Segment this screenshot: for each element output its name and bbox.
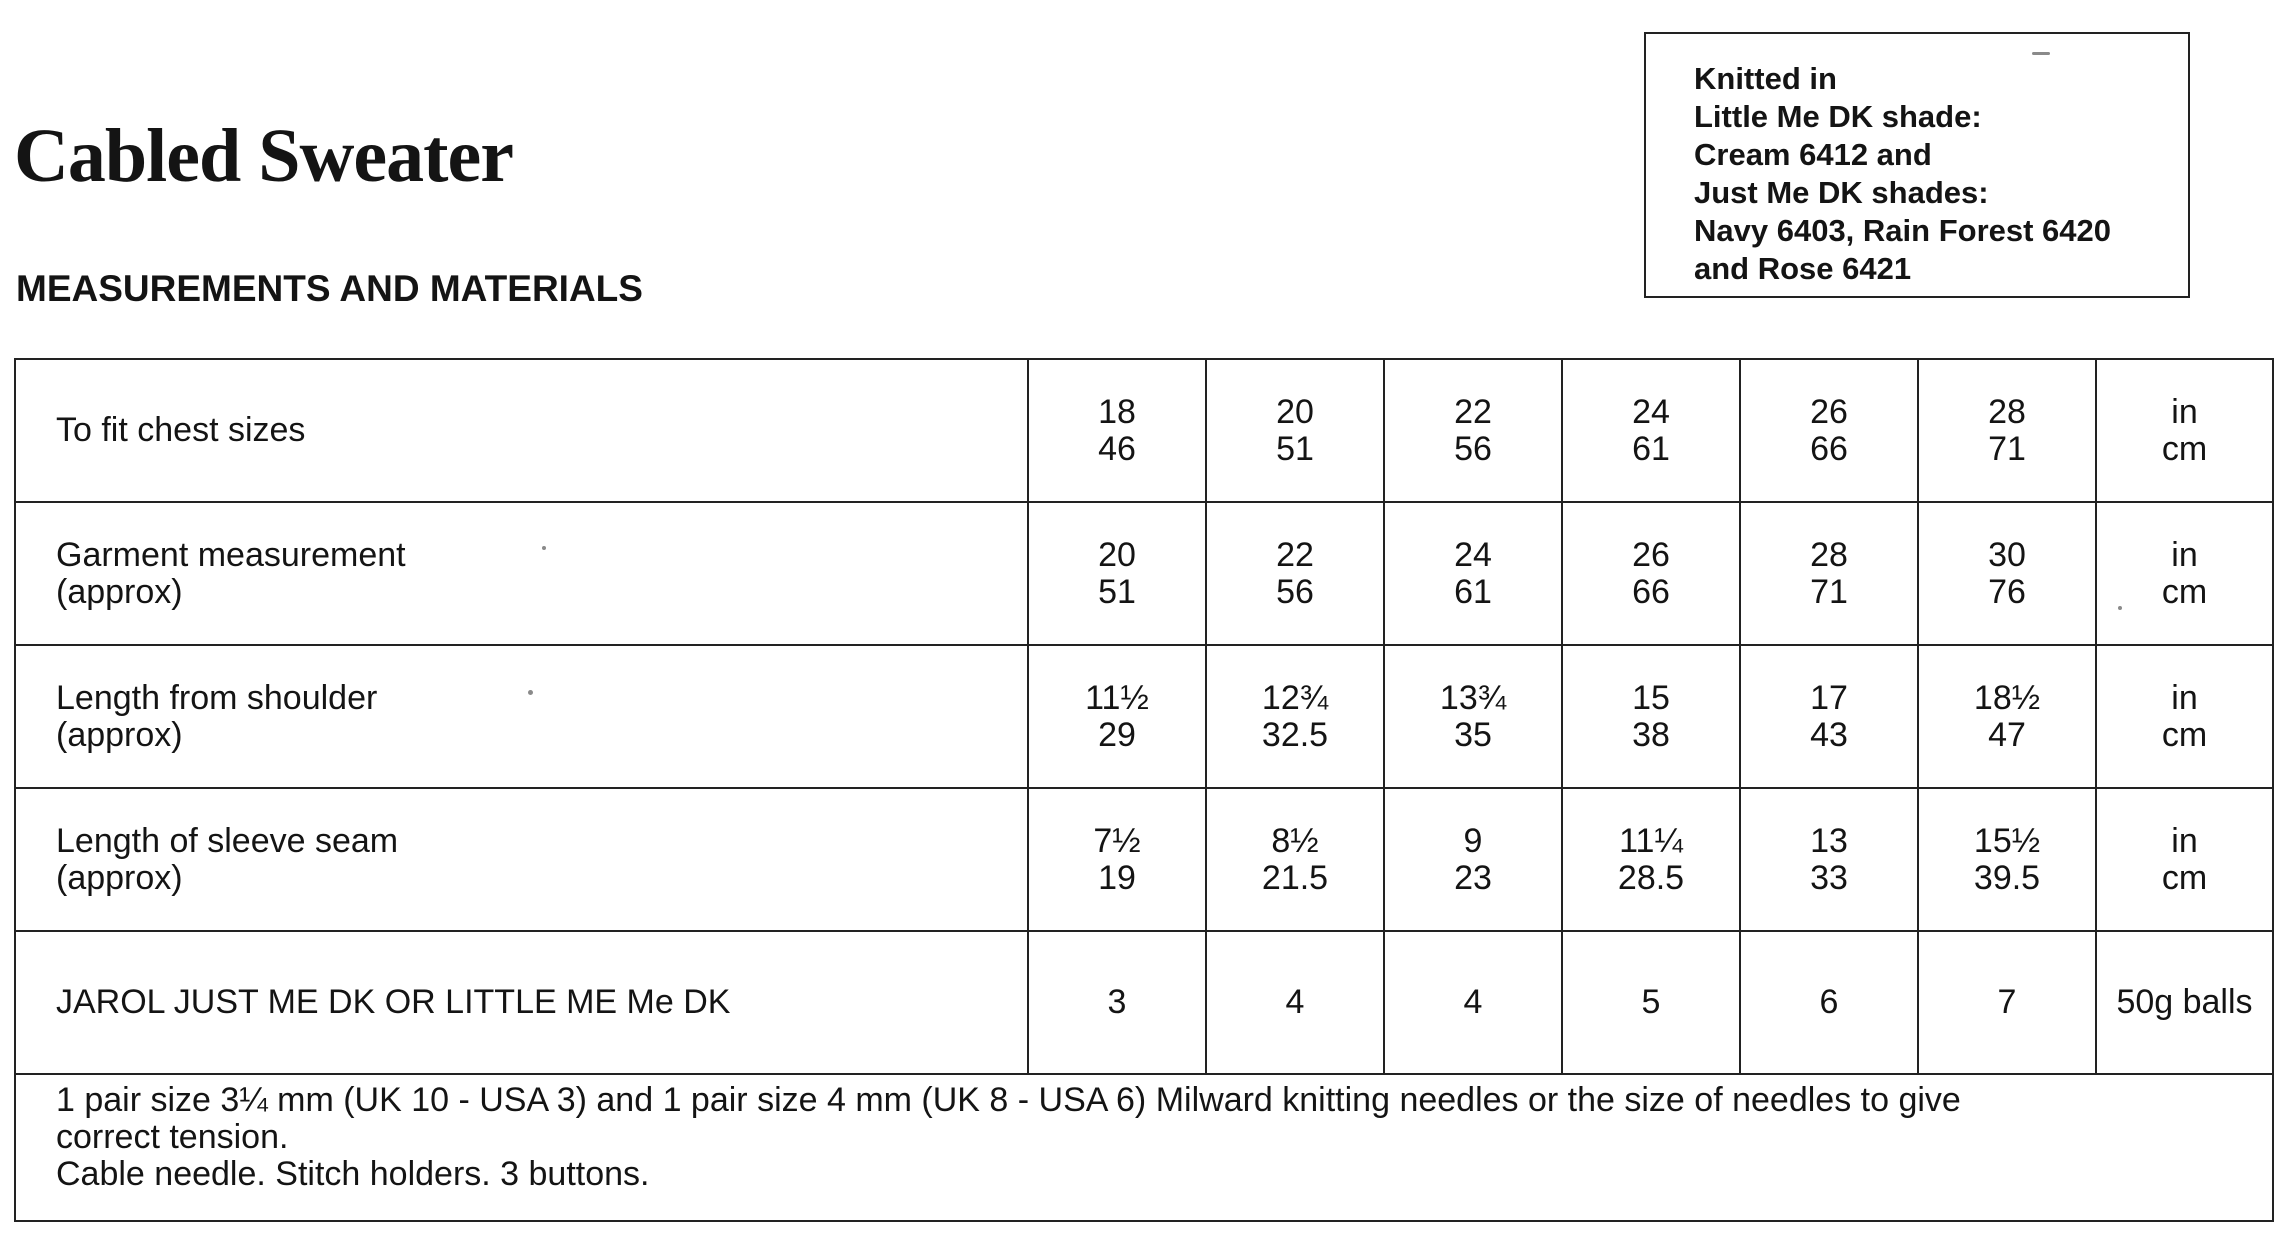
size-value-cm: 32.5 — [1261, 715, 1329, 754]
size-cell — [1918, 502, 2096, 645]
size-cell — [1562, 645, 1740, 788]
size-value-in: 24 — [1632, 392, 1670, 431]
size-value-in: 28 — [1810, 535, 1848, 574]
size-cell — [1562, 360, 1740, 502]
size-value-in: 11¼ — [1619, 821, 1683, 860]
size-cell — [1206, 931, 1384, 1074]
size-cell — [1028, 645, 1206, 788]
size-cell — [1740, 788, 1918, 931]
unit-label: in — [2171, 821, 2198, 860]
size-value-in: 20 — [1276, 392, 1314, 431]
unit-label: cm — [2161, 715, 2208, 754]
size-cell — [1562, 788, 1740, 931]
size-value-cm: 71 — [1810, 572, 1848, 611]
yarn-shade-box — [1644, 32, 2190, 298]
row-label-text: Length from shoulder — [56, 678, 378, 717]
size-cell — [1384, 931, 1562, 1074]
size-cell — [1740, 931, 1918, 1074]
pattern-title: Cabled Sweater — [14, 114, 513, 198]
unit-label: cm — [2161, 429, 2208, 468]
size-value-in: 22 — [1454, 392, 1492, 431]
measurements-table-body — [16, 360, 2272, 1074]
row-label-text: Garment measurement — [56, 535, 406, 574]
row-label — [16, 788, 1028, 931]
size-value-in: 9 — [1463, 821, 1483, 860]
size-value-cm: 43 — [1810, 715, 1848, 754]
size-value-in: 4 — [1463, 983, 1483, 1021]
size-value-cm: 56 — [1454, 429, 1492, 468]
accessories-line: Cable needle. Stitch holders. 3 buttons. — [56, 1155, 650, 1193]
table-row — [16, 931, 2272, 1074]
yarn-box-line: Little Me DK shade: — [1694, 99, 1982, 134]
needles-line: 1 pair size 3¼ mm (UK 10 - USA 3) and 1 pair size 4 mm (UK 8 - USA 6) Milward knitting needles or the size of needles to give — [56, 1081, 1961, 1119]
measurements-table — [16, 360, 2272, 1075]
size-value-cm: 56 — [1276, 572, 1314, 611]
size-value-in: 18½ — [1973, 678, 2041, 717]
size-cell — [1918, 645, 2096, 788]
size-value-in: 26 — [1810, 392, 1848, 431]
size-value-cm: 51 — [1276, 429, 1314, 468]
size-value-cm: 35 — [1454, 715, 1492, 754]
unit-cell — [2096, 931, 2272, 1074]
row-label — [16, 502, 1028, 645]
size-value-in: 15 — [1632, 678, 1670, 717]
row-sublabel: (approx) — [56, 572, 183, 611]
needles-note — [56, 1082, 2236, 1193]
size-value-cm: 23 — [1454, 858, 1492, 897]
table-row — [16, 788, 2272, 931]
table-row — [16, 645, 2272, 788]
size-value-in: 18 — [1098, 392, 1136, 431]
needles-line: correct tension. — [56, 1118, 289, 1156]
size-value-in: 12¾ — [1261, 678, 1329, 717]
size-value-in: 13 — [1810, 821, 1848, 860]
section-heading: MEASUREMENTS AND MATERIALS — [16, 268, 643, 309]
size-value-cm: 66 — [1810, 429, 1848, 468]
row-label — [16, 360, 1028, 502]
size-cell — [1384, 788, 1562, 931]
unit-label: cm — [2161, 858, 2208, 897]
size-value-cm: 28.5 — [1617, 858, 1685, 897]
yarn-box-line: and Rose 6421 — [1694, 251, 1912, 286]
size-value-in: 20 — [1098, 535, 1136, 574]
size-value-cm: 61 — [1632, 429, 1670, 468]
yarn-box-line: Cream 6412 and — [1694, 137, 1932, 172]
size-cell — [1028, 502, 1206, 645]
size-value-cm: 29 — [1098, 715, 1136, 754]
size-value-cm: 76 — [1988, 572, 2026, 611]
size-value-in: 22 — [1276, 535, 1314, 574]
size-cell — [1384, 502, 1562, 645]
size-value-cm: 51 — [1098, 572, 1136, 611]
size-value-cm: 38 — [1632, 715, 1670, 754]
size-cell — [1206, 645, 1384, 788]
size-cell — [1028, 931, 1206, 1074]
scan-speck — [2118, 606, 2122, 610]
yarn-box-line: Knitted in — [1694, 61, 1837, 96]
size-value-in: 30 — [1988, 535, 2026, 574]
unit-cell — [2096, 788, 2272, 931]
size-cell — [1384, 360, 1562, 502]
size-value-cm: 46 — [1098, 429, 1136, 468]
size-value-in: 11½ — [1085, 678, 1149, 717]
size-value-cm: 21.5 — [1261, 858, 1329, 897]
scan-speck — [528, 690, 533, 695]
size-value-in: 4 — [1285, 983, 1305, 1021]
size-cell — [1206, 360, 1384, 502]
unit-cell — [2096, 645, 2272, 788]
unit-label: in — [2171, 535, 2198, 574]
scan-speck — [542, 546, 546, 550]
size-cell — [1740, 502, 1918, 645]
unit-cell — [2096, 502, 2272, 645]
row-sublabel: (approx) — [56, 715, 183, 754]
size-value-in: 6 — [1819, 983, 1839, 1021]
size-cell — [1918, 788, 2096, 931]
size-value-cm: 61 — [1454, 572, 1492, 611]
size-cell — [1740, 360, 1918, 502]
size-value-cm: 33 — [1810, 858, 1848, 897]
size-value-cm: 66 — [1632, 572, 1670, 611]
size-cell — [1206, 788, 1384, 931]
table-row — [16, 502, 2272, 645]
row-label — [16, 645, 1028, 788]
size-cell — [1028, 360, 1206, 502]
row-label-text: To fit chest sizes — [56, 411, 306, 449]
yarn-box-line: Navy 6403, Rain Forest 6420 — [1694, 213, 2112, 248]
yarn-box-line: Just Me DK shades: — [1694, 175, 1989, 210]
row-label-text: Length of sleeve seam — [56, 821, 399, 860]
size-cell — [1384, 645, 1562, 788]
size-value-in: 7 — [1997, 983, 2017, 1021]
size-value-cm: 47 — [1988, 715, 2026, 754]
size-value-in: 7½ — [1093, 821, 1141, 860]
unit-label: cm — [2161, 572, 2208, 611]
size-value-cm: 71 — [1988, 429, 2026, 468]
size-value-in: 5 — [1641, 983, 1661, 1021]
size-value-in: 13¾ — [1439, 678, 1507, 717]
measurements-sheet — [14, 358, 2274, 1222]
size-cell — [1562, 931, 1740, 1074]
table-row — [16, 360, 2272, 502]
size-cell — [1028, 788, 1206, 931]
row-label — [16, 931, 1028, 1074]
size-value-in: 28 — [1988, 392, 2026, 431]
size-cell — [1918, 931, 2096, 1074]
size-value-cm: 39.5 — [1973, 858, 2041, 897]
size-cell — [1562, 502, 1740, 645]
row-label-text: JAROL JUST ME DK OR LITTLE ME Me DK — [56, 983, 731, 1021]
size-value-cm: 19 — [1098, 858, 1136, 897]
size-value-in: 24 — [1454, 535, 1492, 574]
size-value-in: 3 — [1107, 983, 1127, 1021]
size-value-in: 17 — [1810, 678, 1848, 717]
unit-label: 50g balls — [2116, 983, 2253, 1021]
size-value-in: 15½ — [1973, 821, 2041, 860]
size-value-in: 8½ — [1271, 821, 1319, 860]
size-value-in: 26 — [1632, 535, 1670, 574]
size-cell — [1918, 360, 2096, 502]
unit-label: in — [2171, 678, 2198, 717]
size-cell — [1740, 645, 1918, 788]
unit-label: in — [2171, 392, 2198, 431]
size-cell — [1206, 502, 1384, 645]
scan-speck — [2032, 52, 2050, 55]
row-sublabel: (approx) — [56, 858, 183, 897]
unit-cell — [2096, 360, 2272, 502]
